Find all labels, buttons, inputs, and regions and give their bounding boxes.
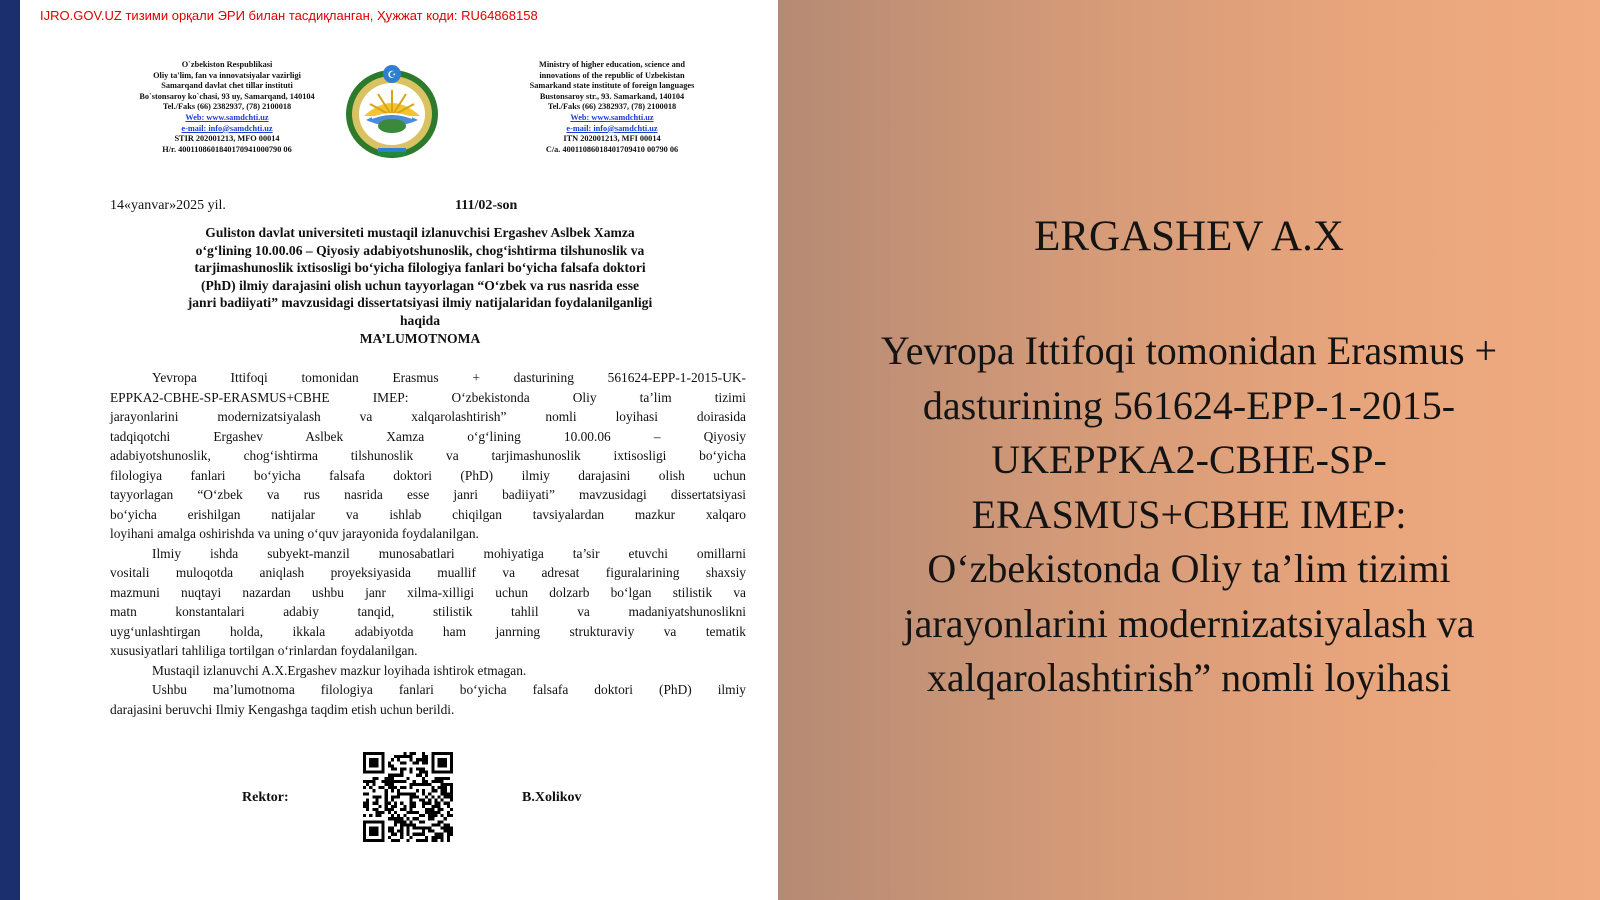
project-line: UKEPPKA2-CBHE-SP- — [991, 437, 1387, 482]
project-line: Yevropa Ittifoqi tomonidan Erasmus + — [880, 328, 1498, 373]
body-line: vositali muloqotda aniqlash proyeksiyasida muallif va adresat figuralarining shaxsiy — [110, 565, 746, 580]
letterhead-right-line: Tel./Faks (66) 2382937, (78) 2100018 — [547, 102, 677, 112]
letterhead-right-web[interactable]: Web: www.samdchti.uz — [570, 112, 654, 122]
document-body — [110, 368, 746, 719]
document-title — [102, 224, 738, 347]
letterhead-left-line: H/r. 4001108601840170941000790 06 — [162, 144, 292, 154]
body-line: Yevropa Ittifoqi tomonidan Erasmus + dasturining 561624-EPP-1-2015-UK- — [152, 370, 746, 385]
letterhead-right-line: innovations of the republic of Uzbekistan — [539, 70, 685, 80]
document-date: 14«yanvar»2025 yil. — [110, 198, 226, 213]
body-line: tadqiqotchi Ergashev Aslbek Xamza o‘g‘lining 10.00.06 – Qiyosiy — [110, 428, 746, 444]
body-line: mazmuni nuqtayi nazardan ushbu janr xilma-xilligi uchun dolzarb bo‘lgan stilistik va — [110, 584, 746, 600]
letterhead-right — [482, 60, 742, 155]
body-line: xususiyatlari tahliliga tortilgan o‘rinlardan foydalanilgan. — [110, 643, 418, 658]
letterhead-right-line: Ministry of higher education, science and — [539, 60, 685, 69]
svg-text:☪: ☪ — [387, 70, 397, 81]
body-line: darajasini beruvchi Ilmiy Kengashga taqdim etish uchun berildi. — [110, 701, 455, 717]
signer-name: B.Xolikov — [522, 790, 582, 805]
letterhead-left-line: STIR 202001213, MFO 00014 — [174, 134, 280, 144]
body-line: Ilmiy ishda subyekt-manzil munosabatlari mohiyatiga ta’sir etuvchi omillarni — [152, 545, 746, 561]
document-page — [20, 0, 778, 900]
state-emblem-icon — [342, 60, 442, 162]
letterhead-left-line: Samarqand davlat chet tillar instituti — [161, 81, 293, 91]
letterhead-left-line: Tel./Faks (66) 2382937, (78) 2100018 — [162, 102, 292, 112]
project-line: ERASMUS+CBHE IMEP: — [971, 491, 1407, 537]
project-line: O‘zbekistonda Oliy ta’lim tizimi — [927, 546, 1451, 591]
body-line: tayyorlagan “O‘zbek va rus nasrida esse janri badiiyati” mavzusidagi dissertatsiyasi — [110, 487, 746, 502]
body-line: jarayonlarini modernizatsiyalash va xalqarolashtirish” nomli loyihasi doirasida — [110, 409, 746, 424]
body-line: loyihani amalga oshirishda va uning o‘quv jarayonida foydalanilgan. — [110, 526, 479, 541]
title-line: (PhD) ilmiy darajasini olish uchun tayyorlagan “O‘zbek va rus nasrida esse — [200, 277, 640, 293]
body-line: Mustaqil izlanuvchi A.X.Ergashev mazkur loyihada ishtirok etmagan. — [152, 662, 527, 678]
letterhead-left-line: O`zbekiston Respublikasi — [181, 60, 273, 69]
title-line: Guliston davlat universiteti mustaqil izlanuvchisi Ergashev Aslbek Xamza — [205, 225, 635, 240]
title-line: o‘g‘lining 10.00.06 – Qiyosiy adabiyotshunoslik, chog‘ishtirma tilshunoslik va — [195, 242, 645, 258]
body-line: EPPKA2-CBHE-SP-ERASMUS+CBHE IMEP: O‘zbekistonda Oliy ta’lim tizimi — [110, 389, 746, 405]
letterhead-right-email[interactable]: e-mail: info@samdchti.uz — [566, 123, 658, 133]
body-line: adabiyotshunoslik, chog‘ishtirma tilshunoslik va tarjimashunoslik ixtisosligi bo‘yicha — [110, 448, 746, 463]
project-description — [778, 324, 1600, 706]
letterhead-right-line: ITN 202001213, MFI 00014 — [563, 134, 661, 144]
body-line: Ushbu ma’lumotnoma filologiya fanlari bo‘yicha falsafa doktori (PhD) ilmiy — [152, 682, 746, 697]
project-line: jarayonlarini modernizatsiyalash va — [903, 600, 1475, 646]
document-heading: MA’LUMOTNOMA — [359, 330, 481, 346]
letterhead-right-line: Bustonsaroy str., 93. Samarkand, 140104 — [539, 91, 685, 101]
title-line: haqida — [399, 312, 441, 328]
title-line: tarjimashunoslik ixtisosligi bo‘yicha filologiya fanlari bo‘yicha falsafa doktori — [194, 260, 646, 276]
letterhead-left-line: Bo`stonsaroy ko`chasi, 93 uy, Samarqand, 140104 — [139, 91, 315, 101]
body-line: matn konstantalari adabiy tanqid, stilistik tahlil va madaniyatshunoslikni — [110, 604, 746, 619]
eri-notice: IJRO.GOV.UZ тизими орқали ЭРИ билан тасдиқланган, Ҳужжат коди: RU64868158 — [40, 8, 538, 23]
body-line: filologiya fanlari bo‘yicha falsafa doktori (PhD) ilmiy darajasini olish uchun — [110, 467, 746, 483]
letterhead-right-line: C/a. 40011086018401709410 00790 06 — [545, 144, 679, 154]
letterhead-right-line: Samarkand state institute of foreign languages — [529, 81, 695, 91]
letterhead-left-line: Oliy ta'lim, fan va innovatsiyalar vazirligi — [153, 70, 301, 80]
letterhead-left-web[interactable]: Web: www.samdchti.uz — [185, 112, 269, 122]
letterhead-left — [102, 60, 352, 155]
letterhead-left-email[interactable]: e-mail: info@samdchti.uz — [181, 123, 273, 133]
author-name: ERGASHEV A.X — [1034, 213, 1344, 260]
qr-code-icon[interactable] — [354, 752, 462, 842]
body-line: bo‘yicha erishilgan natijalar va ishlab chiqilgan tavsiyalardan mazkur xalqaro — [110, 506, 746, 522]
title-line: janri badiiyati” mavzusidagi dissertatsiyasi ilmiy natijalaridan foydalanilganligi — [187, 295, 653, 311]
left-accent-strip — [0, 0, 20, 900]
body-line: uyg‘unlashtirgan holda, ikkala adabiyotda ham janrning strukturaviy va tematik — [110, 623, 746, 639]
project-line: xalqarolashtirish” nomli loyihasi — [926, 655, 1452, 700]
project-line: dasturining 561624-EPP-1-2015- — [922, 382, 1456, 428]
signature-label: Rektor: — [242, 790, 289, 805]
document-number: 111/02-son — [455, 198, 518, 213]
